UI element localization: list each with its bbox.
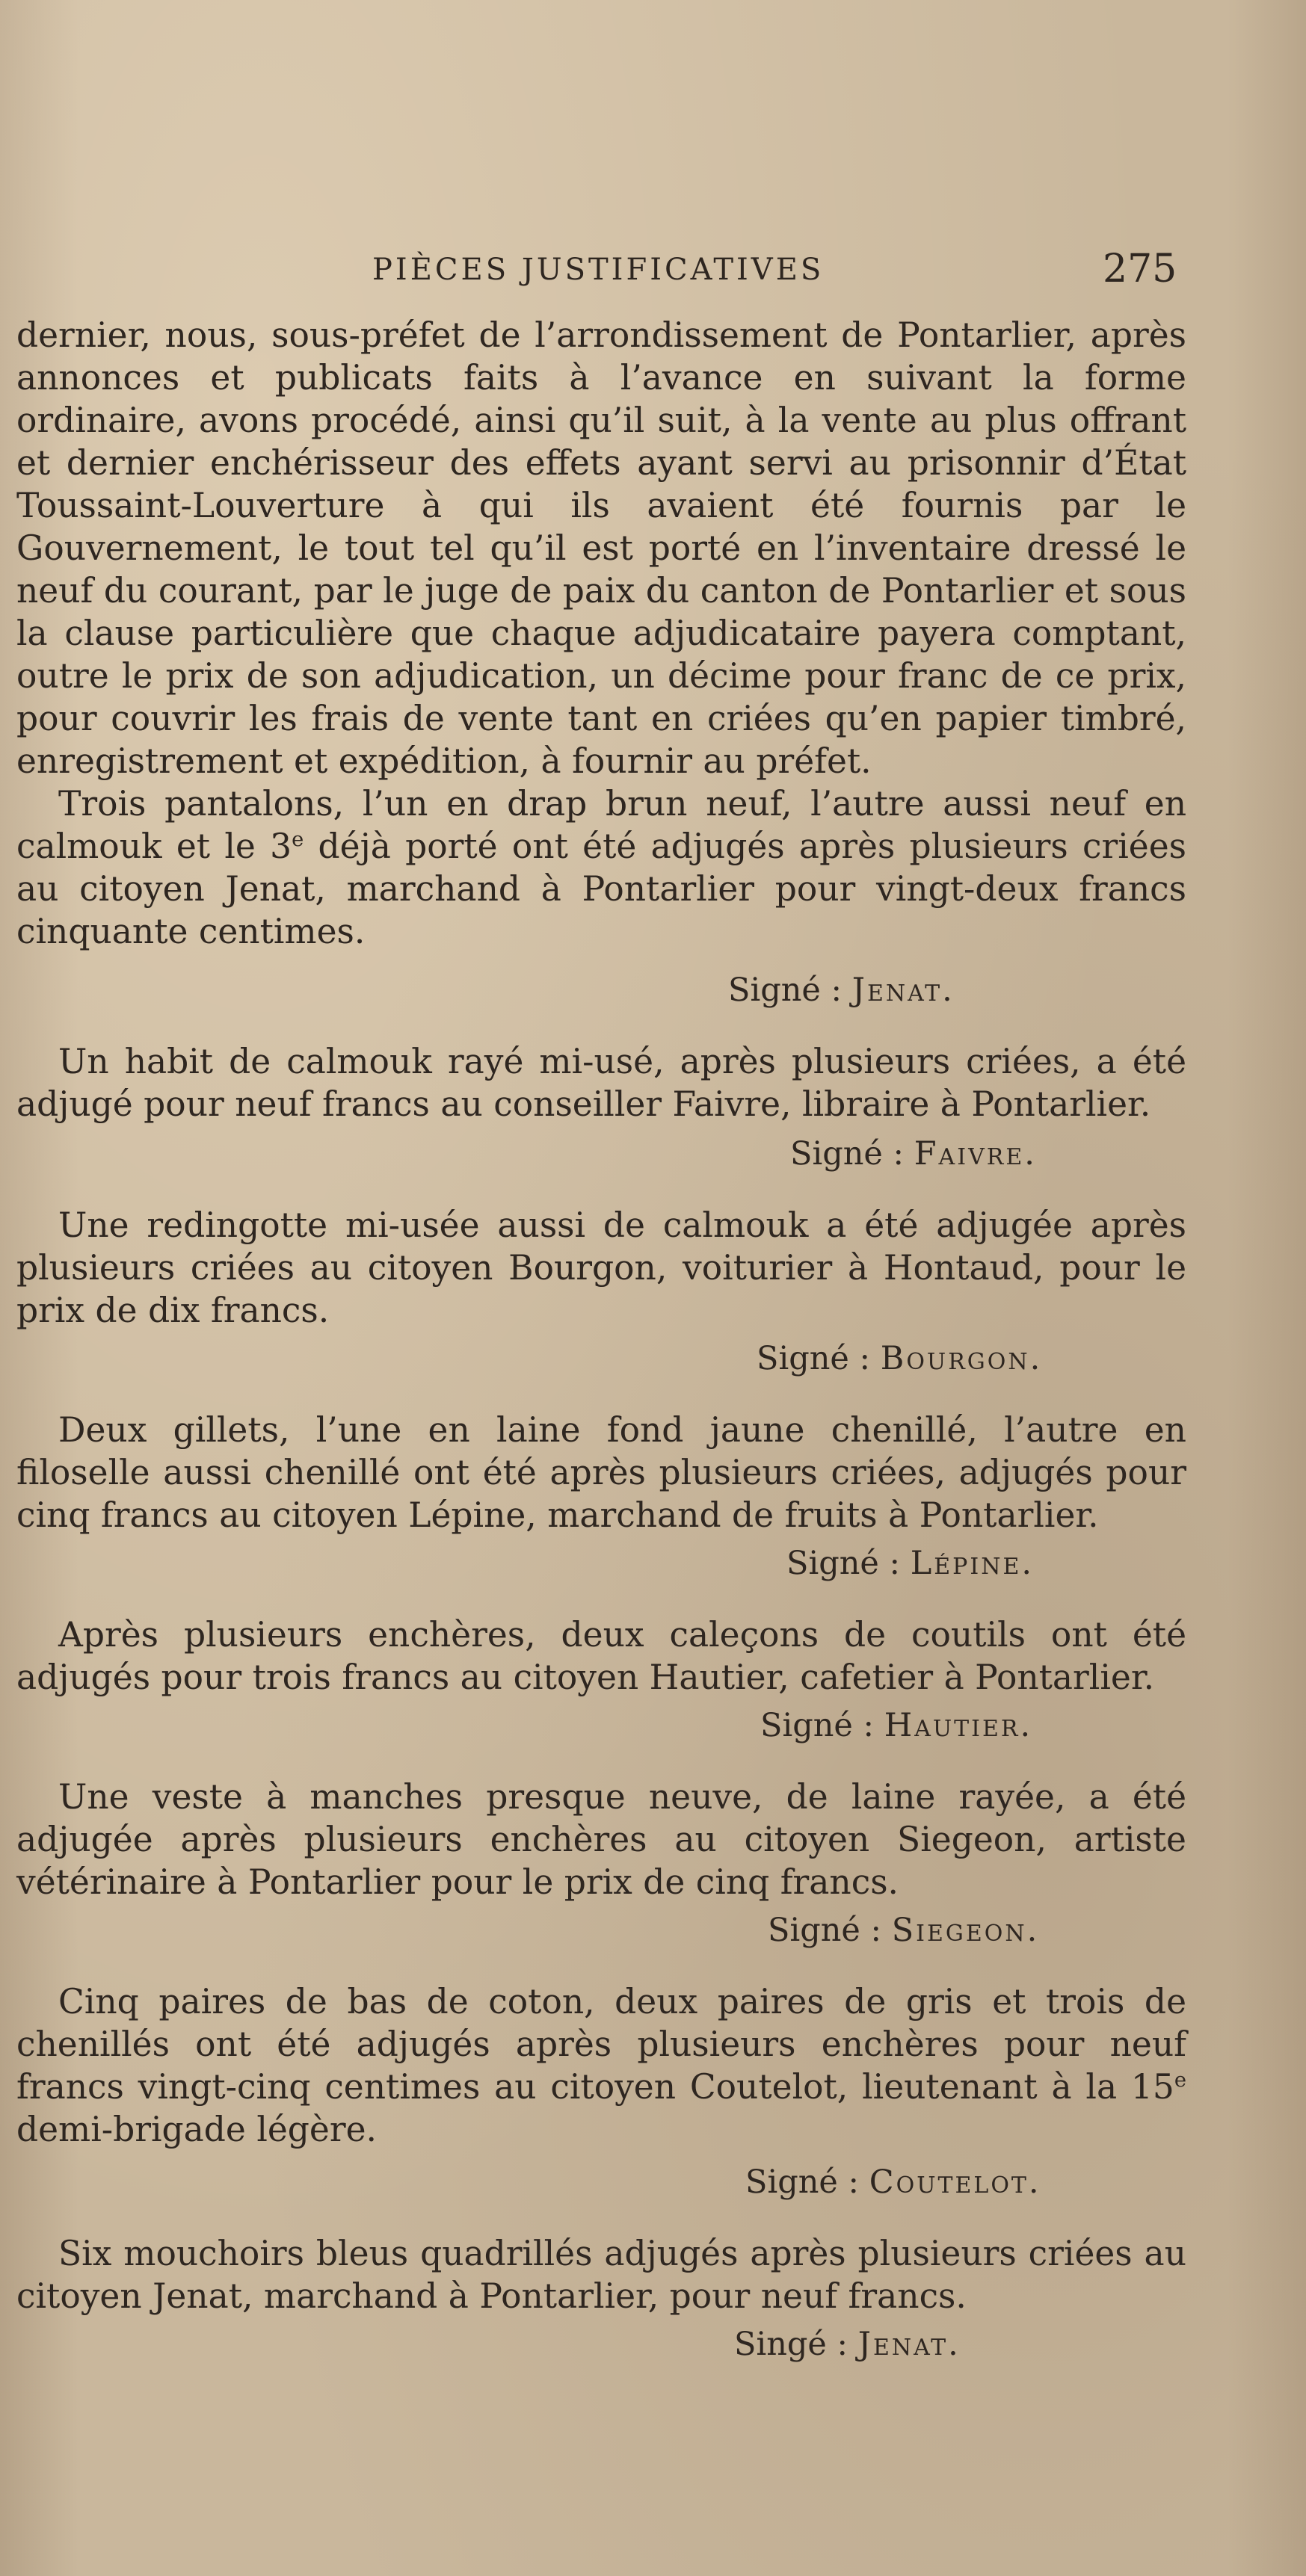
signature-label: Signé :: [728, 972, 843, 1009]
signature-line: [16, 1705, 1186, 1747]
signature-line: [16, 1909, 1186, 1952]
signature-label: Singé :: [734, 2326, 848, 2363]
signature-name: Lépine.: [910, 1545, 1035, 1582]
body-text: [16, 314, 1186, 2366]
signature-line: [16, 1542, 1186, 1585]
paragraph-text: déjà porté ont été adjugés après plusieurs criées au citoyen Jenat, marchand à Pontarlier pour vingt-deux francs cinquante centimes.: [16, 827, 1186, 951]
superscript: e: [1174, 2068, 1186, 2092]
paragraph-text: Cinq paires de bas de coton, deux paires de gris et trois de chenillés ont été adjugés après plusieurs enchères pour neuf francs vingt-cinq centimes au citoyen Coutelot, lieutenant à la 15: [16, 1982, 1186, 2107]
paragraph-calecons: Après plusieurs enchères, deux caleçons de coutils ont été adjugés pour trois francs au citoyen Hautier, cafetier à Pontarlier.: [16, 1615, 1186, 1697]
signature-line: [16, 2161, 1186, 2204]
signature-name: Coutelot.: [869, 2163, 1041, 2201]
signature-line: [16, 1133, 1186, 1176]
running-title: PIÈCES JUSTIFICATIVES: [372, 253, 825, 287]
page-number: 275: [1103, 247, 1177, 291]
paragraph-text: demi-brigade légère.: [16, 2110, 377, 2149]
paragraph-redingotte: Une redingotte mi-usée aussi de calmouk a été adjugée après plusieurs criées au citoyen Bourgon, voiturier à Hontaud, pour le prix de dix francs.: [16, 1205, 1186, 1330]
signature-line: [16, 1338, 1186, 1380]
paragraph-mouchoirs: Six mouchoirs bleus quadrillés adjugés après plusieurs criées au citoyen Jenat, marchand à Pontarlier, pour neuf francs.: [16, 2234, 1186, 2316]
paragraph-gillets: Deux gillets, l’une en laine fond jaune chenillé, l’autre en filoselle aussi chenillé ont été après plusieurs criées, adjugés pour cinq francs au citoyen Lépine, marchand de fruits à Pontarlier.: [16, 1410, 1186, 1535]
signature-name: Faivre.: [914, 1135, 1037, 1173]
signature-name: Siegeon.: [891, 1912, 1040, 1949]
signature-label: Signé :: [790, 1135, 905, 1173]
running-head: [0, 247, 1306, 299]
paragraph-pantalons: [16, 782, 1186, 953]
paragraph-sale-preamble: dernier, nous, sous-préfet de l’arrondissement de Pontarlier, après annonces et publicats faits à l’avance en suivant la forme ordinaire, avons procédé, ainsi qu’il suit, à la vente au plus offrant et dernier enchérisseur des effets ayant servi au prisonnir d’État Toussaint-Louverture à qui ils avaient été fournis par le Gouvernement, le tout tel qu’il est porté en l’inventaire dressé le neuf du courant, par le juge de paix du canton de Pontarlier et sous la clause particulière que chaque adjudicataire payera comptant, outre le prix de son adjudication, un décime pour franc de ce prix, pour couvrir les frais de vente tant en criées qu’en papier timbré, enregistrement et expédition, à fournir au préfet.: [16, 315, 1186, 781]
paragraph-veste: Une veste à manches presque neuve, de laine rayée, a été adjugée après plusieurs enchères au citoyen Siegeon, artiste vétérinaire à Pontarlier pour le prix de cinq francs.: [16, 1777, 1186, 1902]
signature-label: Signé :: [745, 2163, 860, 2201]
signature-label: Signé :: [760, 1707, 875, 1744]
paragraph-text: Trois pantalons, l’un en drap brun neuf, l’autre aussi neuf en calmouk et le 3: [16, 784, 1186, 866]
signature-name: Jenat.: [857, 2326, 961, 2363]
signature-label: Signé :: [768, 1912, 882, 1949]
signature-label: Signé :: [786, 1545, 901, 1582]
signature-name: Bourgon.: [880, 1340, 1043, 1377]
signature-name: Hautier.: [884, 1707, 1033, 1744]
signature-name: Jenat.: [851, 972, 955, 1009]
superscript: e: [292, 827, 304, 851]
signature-line: [16, 2323, 1186, 2366]
signature-line: [16, 969, 1186, 1012]
paragraph-bas-de-coton: [16, 1980, 1186, 2151]
paragraph-habit: Un habit de calmouk rayé mi-usé, après plusieurs criées, a été adjugé pour neuf francs au conseiller Faivre, libraire à Pontarlier.: [16, 1042, 1186, 1124]
signature-label: Signé :: [757, 1340, 871, 1377]
